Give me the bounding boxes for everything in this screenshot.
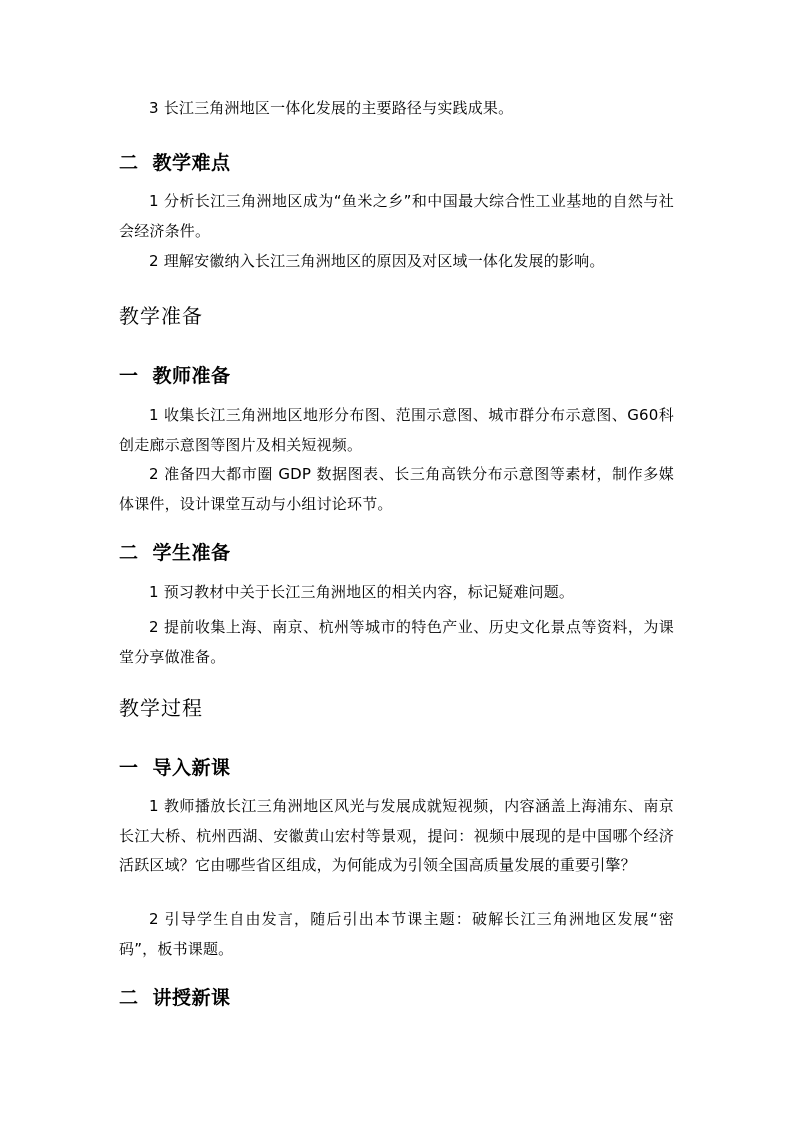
section-heading-new-lesson	[119, 986, 231, 1010]
section-title: 学生准备	[152, 542, 231, 564]
section-heading-difficulty	[119, 151, 231, 175]
teacher-prep-item-2: 2 准备四大都市圈 GDP 数据图表、长三角高铁分布示意图等素材，制作多媒体课件，设计课堂互动与小组讨论环节。	[119, 465, 674, 513]
chapter-heading-process: 教学过程	[119, 696, 203, 720]
section-heading-teacher-prep	[119, 364, 231, 388]
section-number: 二	[119, 542, 139, 564]
section-title: 讲授新课	[152, 987, 231, 1009]
section-heading-student-prep	[119, 541, 231, 565]
section-title: 导入新课	[152, 757, 231, 779]
difficulty-item-2: 2 理解安徽纳入长江三角洲地区的原因及对区域一体化发展的影响。	[149, 252, 605, 270]
intro-item-1: 1 教师播放长江三角洲地区风光与发展成就短视频，内容涵盖上海浦东、南京长江大桥、杭州西湖、安徽黄山宏村等景观，提问：视频中展现的是中国哪个经济活跃区域？它由哪些省区组成，为何能成为引领全国高质量发展的重要引擎？	[119, 797, 674, 874]
teacher-prep-item-1: 1 收集长江三角洲地区地形分布图、范围示意图、城市群分布示意图、G60科创走廊示意图等图片及相关短视频。	[119, 406, 674, 454]
section-number: 二	[119, 152, 139, 174]
section-number: 一	[119, 757, 139, 779]
section-number: 一	[119, 365, 139, 387]
section-title: 教师准备	[152, 365, 231, 387]
student-prep-item-2: 2 提前收集上海、南京、杭州等城市的特色产业、历史文化景点等资料，为课堂分享做准备。	[119, 618, 674, 666]
chapter-heading-preparation: 教学准备	[119, 304, 203, 328]
difficulty-item-1: 1 分析长江三角洲地区成为“鱼米之乡”和中国最大综合性工业基地的自然与社会经济条件。	[119, 192, 674, 240]
section-title: 教学难点	[152, 152, 231, 174]
intro-item-2: 2 引导学生自由发言，随后引出本节课主题：破解长江三角洲地区发展“密码”，板书课题。	[119, 910, 674, 958]
student-prep-item-1: 1 预习教材中关于长江三角洲地区的相关内容，标记疑难问题。	[149, 583, 575, 601]
section-number: 二	[119, 987, 139, 1009]
goal-item-3: 3 长江三角洲地区一体化发展的主要路径与实践成果。	[149, 99, 514, 117]
section-heading-intro	[119, 756, 231, 780]
